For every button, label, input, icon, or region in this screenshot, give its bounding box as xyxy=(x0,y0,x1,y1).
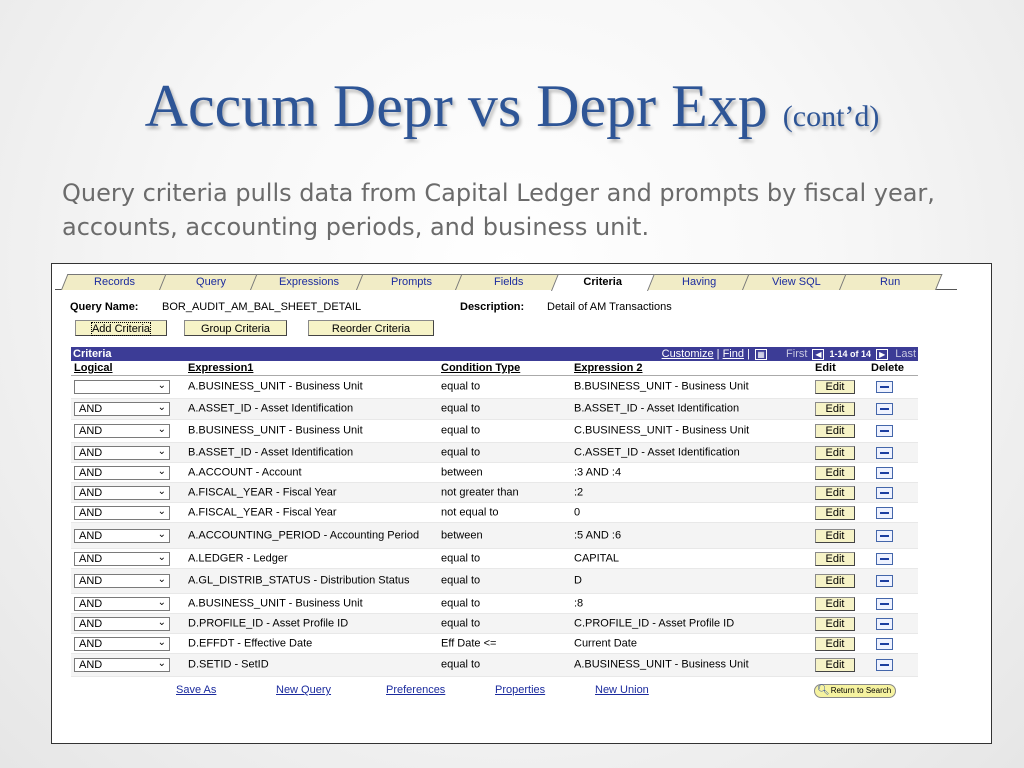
edit-button[interactable]: Edit xyxy=(815,424,855,438)
tab-criteria[interactable] xyxy=(551,274,655,291)
edit-button[interactable]: Edit xyxy=(815,617,855,631)
description-label: Description: xyxy=(460,301,525,313)
logical-select[interactable] xyxy=(74,380,170,394)
tab-expressions[interactable] xyxy=(250,274,368,290)
delete-row-icon[interactable] xyxy=(876,598,893,610)
delete-row-icon[interactable] xyxy=(876,659,893,671)
tab-label: Having xyxy=(681,276,717,288)
tab-label: Criteria xyxy=(583,276,623,288)
edit-button[interactable]: Edit xyxy=(815,446,855,460)
logical-value: AND xyxy=(79,403,103,415)
edit-cell xyxy=(815,380,855,394)
add-criteria-button[interactable] xyxy=(75,320,167,336)
expression1-cell[interactable]: A.BUSINESS_UNIT - Business Unit xyxy=(188,380,363,393)
delete-cell xyxy=(876,575,893,587)
reorder-criteria-button[interactable] xyxy=(308,320,434,336)
tab-label: Prompts xyxy=(391,276,433,288)
delete-row-icon[interactable] xyxy=(876,575,893,587)
tab-view-sql[interactable] xyxy=(742,274,850,290)
expression2-cell: A.BUSINESS_UNIT - Business Unit xyxy=(574,658,749,671)
tab-label: Fields xyxy=(494,276,524,288)
find-link[interactable]: Find xyxy=(722,348,744,360)
logical-select[interactable] xyxy=(74,617,170,631)
expression2-cell: :2 xyxy=(574,486,584,498)
condition-type-cell: equal to xyxy=(441,446,481,458)
logical-select[interactable] xyxy=(74,446,170,460)
tab-label: View SQL xyxy=(771,276,821,288)
expression2-cell: C.BUSINESS_UNIT - Business Unit xyxy=(574,424,750,437)
logical-cell xyxy=(74,574,170,588)
edit-cell xyxy=(815,597,855,611)
logical-cell xyxy=(74,617,170,631)
footer-link-preferences[interactable]: Preferences xyxy=(386,684,446,696)
delete-cell xyxy=(876,659,893,671)
delete-cell xyxy=(876,403,893,415)
delete-row-icon[interactable] xyxy=(876,403,893,415)
expression2-cell: CAPITAL xyxy=(574,552,620,564)
edit-button[interactable]: Edit xyxy=(815,597,855,611)
expression2-cell: C.ASSET_ID - Asset Identification xyxy=(574,446,740,458)
row-range: 1-14 of 14 xyxy=(829,349,872,359)
query-manager-window xyxy=(51,263,992,744)
condition-type-cell: equal to xyxy=(441,380,481,393)
edit-cell xyxy=(815,446,855,460)
query-name-value: BOR_AUDIT_AM_BAL_SHEET_DETAIL xyxy=(162,301,362,313)
delete-row-icon[interactable] xyxy=(876,638,893,650)
edit-button[interactable]: Edit xyxy=(815,529,855,543)
delete-row-icon[interactable] xyxy=(876,530,893,542)
condition-type-cell: equal to xyxy=(441,424,481,437)
expression2-cell: B.BUSINESS_UNIT - Business Unit xyxy=(574,380,749,393)
return-to-search-label: Return to Search xyxy=(830,686,892,695)
edit-button[interactable]: Edit xyxy=(815,466,855,480)
delete-cell xyxy=(876,447,893,459)
tab-bar xyxy=(55,274,955,290)
logical-value: AND xyxy=(79,529,103,542)
logical-value: AND xyxy=(79,637,103,650)
condition-type-cell: Eff Date <= xyxy=(441,637,497,649)
logical-select[interactable] xyxy=(74,529,170,543)
edit-cell xyxy=(815,658,855,672)
delete-row-icon[interactable] xyxy=(876,618,893,630)
expression1-cell[interactable]: B.ASSET_ID - Asset Identification xyxy=(188,446,354,458)
footer-link-properties[interactable]: Properties xyxy=(495,684,546,696)
logical-cell xyxy=(74,466,170,480)
chevron-down-icon: ⌄ xyxy=(157,485,166,497)
chevron-down-icon: ⌄ xyxy=(157,574,166,585)
logical-cell xyxy=(74,380,170,394)
logical-cell xyxy=(74,552,170,566)
logical-value: AND xyxy=(79,466,103,479)
logical-cell xyxy=(74,658,170,672)
logical-value: AND xyxy=(79,597,103,610)
chevron-down-icon: ⌄ xyxy=(157,551,166,563)
footer-link-new-union[interactable]: New Union xyxy=(595,684,649,696)
criteria-grid xyxy=(71,347,918,677)
table-row xyxy=(71,443,918,463)
logical-select[interactable] xyxy=(74,506,170,520)
edit-button[interactable]: Edit xyxy=(815,552,855,566)
tab-label: Records xyxy=(93,276,135,288)
table-row xyxy=(71,569,918,594)
logical-select[interactable] xyxy=(74,552,170,566)
logical-select[interactable] xyxy=(74,466,170,480)
nav-separator: | xyxy=(716,348,720,360)
logical-select[interactable] xyxy=(74,402,170,416)
condition-type-cell: not greater than xyxy=(441,486,519,498)
tab-records[interactable] xyxy=(61,274,167,290)
chevron-down-icon: ⌄ xyxy=(157,528,166,540)
grid-header-row xyxy=(71,361,918,376)
expression1-cell[interactable]: D.PROFILE_ID - Asset Profile ID xyxy=(188,617,349,629)
expression1-cell[interactable]: A.ACCOUNT - Account xyxy=(188,466,302,478)
logical-value: AND xyxy=(79,486,103,499)
delete-row-icon[interactable] xyxy=(876,553,893,565)
table-row xyxy=(71,594,918,614)
logical-value: AND xyxy=(79,446,103,459)
slide-title-main: Accum Depr vs Depr Exp xyxy=(144,73,768,139)
logical-value: AND xyxy=(79,575,103,587)
edit-button[interactable]: Edit xyxy=(815,402,855,416)
table-row xyxy=(71,503,918,523)
logical-cell xyxy=(74,597,170,611)
chevron-down-icon: ⌄ xyxy=(157,596,166,608)
condition-type-cell: equal to xyxy=(441,597,481,609)
logical-select[interactable] xyxy=(74,658,170,672)
expression1-cell[interactable]: A.BUSINESS_UNIT - Business Unit xyxy=(188,597,363,609)
chevron-down-icon: ⌄ xyxy=(157,616,166,628)
tab-label: Expressions xyxy=(279,276,339,288)
delete-cell xyxy=(876,638,893,650)
chevron-down-icon: ⌄ xyxy=(157,424,166,435)
delete-row-icon[interactable] xyxy=(876,467,893,479)
table-row xyxy=(71,634,918,654)
delete-cell xyxy=(876,618,893,630)
condition-type-cell: between xyxy=(441,466,483,478)
header-expression2[interactable]: Expression 2 xyxy=(574,362,643,374)
condition-type-cell: not equal to xyxy=(441,506,499,518)
delete-cell xyxy=(876,530,893,542)
footer-link-new-query[interactable]: New Query xyxy=(276,684,332,696)
expression2-cell: D xyxy=(574,574,582,587)
expression1-cell[interactable]: B.BUSINESS_UNIT - Business Unit xyxy=(188,424,363,437)
tab-label: Query xyxy=(195,276,226,288)
edit-cell xyxy=(815,424,855,438)
chevron-down-icon: ⌄ xyxy=(157,402,166,413)
condition-type-cell: equal to xyxy=(441,574,481,587)
edit-cell xyxy=(815,637,855,651)
edit-button[interactable]: Edit xyxy=(815,637,855,651)
expression1-cell[interactable]: A.FISCAL_YEAR - Fiscal Year xyxy=(188,486,337,498)
view-all-grid-icon[interactable]: ▦ xyxy=(755,349,767,360)
expression2-cell: 0 xyxy=(574,506,581,518)
edit-cell xyxy=(815,617,855,631)
next-arrow-icon[interactable]: ▶ xyxy=(876,349,888,360)
last-link[interactable]: Last xyxy=(895,348,916,360)
expression1-cell[interactable]: A.LEDGER - Ledger xyxy=(188,552,288,564)
logical-value: AND xyxy=(79,552,103,565)
tab-having[interactable] xyxy=(645,274,753,290)
table-row xyxy=(71,549,918,569)
logical-value: AND xyxy=(79,617,103,630)
condition-type-cell: equal to xyxy=(441,552,481,564)
magnifier-icon: 🔍︎ xyxy=(817,685,830,696)
header-edit: Edit xyxy=(815,362,836,374)
chevron-down-icon: ⌄ xyxy=(157,636,166,648)
expression2-cell: C.PROFILE_ID - Asset Profile ID xyxy=(574,617,735,629)
group-criteria-label: Group Criteria xyxy=(200,323,271,335)
logical-select[interactable] xyxy=(74,597,170,611)
chevron-down-icon: ⌄ xyxy=(157,380,166,391)
chevron-down-icon: ⌄ xyxy=(157,658,166,669)
tab-fields[interactable] xyxy=(455,274,563,290)
expression1-cell[interactable]: D.SETID - SetID xyxy=(188,658,269,671)
footer-link-save-as[interactable]: Save As xyxy=(176,684,217,696)
chevron-down-icon: ⌄ xyxy=(157,445,166,457)
expression2-cell: B.ASSET_ID - Asset Identification xyxy=(574,402,740,415)
query-name-label: Query Name: xyxy=(70,301,139,313)
first-link[interactable]: First xyxy=(786,348,808,360)
grid-title-bar xyxy=(71,347,918,361)
logical-value: AND xyxy=(79,659,103,671)
edit-button[interactable]: Edit xyxy=(815,658,855,672)
edit-cell xyxy=(815,466,855,480)
delete-row-icon[interactable] xyxy=(876,381,893,393)
expression2-cell: :5 AND :6 xyxy=(574,529,622,541)
tab-run[interactable] xyxy=(839,274,942,290)
table-row xyxy=(71,399,918,420)
edit-cell xyxy=(815,506,855,520)
chevron-down-icon: ⌄ xyxy=(157,505,166,517)
table-row xyxy=(71,523,918,549)
logical-value: AND xyxy=(79,425,103,437)
logical-select[interactable] xyxy=(74,637,170,651)
header-expression1[interactable]: Expression1 xyxy=(188,362,254,374)
logical-select[interactable] xyxy=(74,486,170,500)
slide-body-text: Query criteria pulls data from Capital Ledger and prompts by fiscal year, accounts, accounting periods, and business unit. xyxy=(62,179,935,241)
header-delete: Delete xyxy=(871,362,905,374)
expression1-cell[interactable]: A.FISCAL_YEAR - Fiscal Year xyxy=(188,506,337,518)
return-to-search-button[interactable] xyxy=(814,684,896,698)
logical-cell xyxy=(74,529,170,543)
tab-query[interactable] xyxy=(159,274,262,290)
add-criteria-label: Add Criteria xyxy=(91,323,151,335)
grid-rows xyxy=(71,376,918,677)
delete-cell xyxy=(876,425,893,437)
expression2-cell: :8 xyxy=(574,597,584,609)
edit-cell xyxy=(815,529,855,543)
table-row xyxy=(71,376,918,399)
logical-select[interactable] xyxy=(74,574,170,588)
delete-row-icon[interactable] xyxy=(876,425,893,437)
expression1-cell[interactable]: D.EFFDT - Effective Date xyxy=(188,637,313,649)
delete-cell xyxy=(876,598,893,610)
delete-cell xyxy=(876,507,893,519)
slide-title-suffix: (cont’d) xyxy=(782,100,880,133)
tab-prompts[interactable] xyxy=(356,274,467,290)
delete-row-icon[interactable] xyxy=(876,507,893,519)
logical-cell xyxy=(74,402,170,416)
logical-cell xyxy=(74,506,170,520)
logical-cell xyxy=(74,424,170,438)
condition-type-cell: between xyxy=(441,529,483,541)
edit-button[interactable]: Edit xyxy=(815,380,855,394)
grid-navigation xyxy=(662,347,916,361)
table-row xyxy=(71,463,918,483)
delete-cell xyxy=(876,487,893,499)
table-row xyxy=(71,614,918,634)
edit-cell xyxy=(815,552,855,566)
edit-button[interactable]: Edit xyxy=(815,506,855,520)
expression2-cell: :3 AND :4 xyxy=(574,466,622,478)
edit-cell xyxy=(815,402,855,416)
condition-type-cell: equal to xyxy=(441,658,481,671)
tab-label: Run xyxy=(880,276,901,288)
logical-cell xyxy=(74,637,170,651)
reorder-criteria-label: Reorder Criteria xyxy=(331,323,411,335)
header-condition-type[interactable]: Condition Type xyxy=(441,362,521,374)
expression1-cell[interactable]: A.ACCOUNTING_PERIOD - Accounting Period xyxy=(188,529,420,541)
customize-link[interactable]: Customize xyxy=(661,348,714,360)
grid-title: Criteria xyxy=(73,348,112,360)
chevron-down-icon: ⌄ xyxy=(157,465,166,477)
description-value: Detail of AM Transactions xyxy=(547,301,672,313)
nav-separator-2: | xyxy=(747,348,750,360)
slide-title xyxy=(0,66,1024,157)
expression2-cell: Current Date xyxy=(574,637,637,649)
delete-row-icon[interactable] xyxy=(876,447,893,459)
previous-arrow-icon[interactable]: ◀ xyxy=(812,349,824,360)
table-row xyxy=(71,483,918,503)
delete-cell xyxy=(876,381,893,393)
expression1-cell[interactable]: A.ASSET_ID - Asset Identification xyxy=(188,402,354,415)
edit-button[interactable]: Edit xyxy=(815,574,855,588)
table-row xyxy=(71,420,918,443)
logical-cell xyxy=(74,486,170,500)
header-logical[interactable]: Logical xyxy=(74,362,113,374)
condition-type-cell: equal to xyxy=(441,617,481,629)
edit-button[interactable]: Edit xyxy=(815,486,855,500)
table-row xyxy=(71,654,918,677)
group-criteria-button[interactable] xyxy=(184,320,287,336)
edit-cell xyxy=(815,574,855,588)
expression1-cell[interactable]: A.GL_DISTRIB_STATUS - Distribution Status xyxy=(188,574,410,587)
delete-cell xyxy=(876,467,893,479)
delete-row-icon[interactable] xyxy=(876,487,893,499)
logical-value: AND xyxy=(79,506,103,519)
logical-cell xyxy=(74,446,170,460)
logical-select[interactable] xyxy=(74,424,170,438)
delete-cell xyxy=(876,553,893,565)
edit-cell xyxy=(815,486,855,500)
condition-type-cell: equal to xyxy=(441,402,481,415)
